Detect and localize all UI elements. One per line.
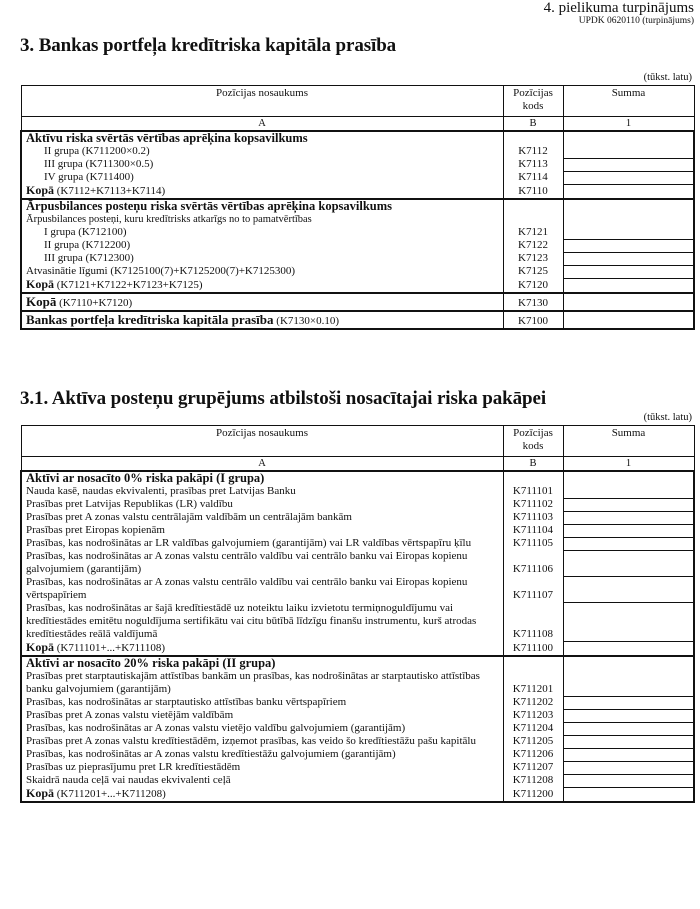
table-header (21, 426, 694, 457)
row-code: K711104 (503, 524, 563, 537)
col-letter-sum: 1 (563, 457, 694, 472)
column-letters-row (21, 117, 694, 132)
sum-input-K711203[interactable] (563, 709, 694, 722)
col-header-name: Pozīcijas nosaukums (21, 86, 503, 117)
group-header-row (21, 199, 694, 213)
row-label: Prasības, kas nodrošinātas ar šajā kredītiestādē uz noteiktu laiku izvietotu termiņnoguldījumu vai kredītiestādes emitētu noguldījuma sertifikātu vai citu būtībā līdzīgu finanšu instrumentu, kurš atrodas kredītiestādes reālā valdījumā (21, 602, 503, 641)
total-formula: (K7130×0.10) (273, 315, 340, 327)
table-row (21, 239, 694, 252)
row-label: Skaidrā nauda ceļā vai naudas ekvivalenti ceļā (21, 774, 503, 787)
group-title: Aktīvu riska svērtās vērtības aprēķina kopsavilkums (21, 131, 503, 145)
column-letters-row (21, 457, 694, 472)
group-title: Aktīvi ar nosacīto 0% riska pakāpi (I grupa) (21, 471, 503, 485)
sum-input-K711205[interactable] (563, 735, 694, 748)
row-code: K7130 (503, 293, 563, 311)
table-row (21, 511, 694, 524)
subtotal-formula: (K7112+K7113+K7114) (54, 185, 166, 197)
col-header-sum: Summa (563, 86, 694, 117)
table-row (21, 171, 694, 184)
row-label: Prasības, kas nodrošinātas ar starptautisko attīstības banku vērtspapīriem (21, 696, 503, 709)
table-row (21, 550, 694, 576)
subtotal-label: Kopā (26, 786, 55, 800)
sum-input-K711208[interactable] (563, 774, 694, 787)
table-row (21, 748, 694, 761)
subtotal-label: Kopā (26, 640, 55, 654)
row-code: K7125 (503, 265, 563, 278)
sum-input-K711204[interactable] (563, 722, 694, 735)
sum-input-K711207[interactable] (563, 761, 694, 774)
row-code: K711205 (503, 735, 563, 748)
table-row (21, 696, 694, 709)
row-code: K711201 (503, 670, 563, 696)
row-code: K711207 (503, 761, 563, 774)
row-label: II grupa (K711200×0.2) (21, 145, 503, 158)
row-code: K711101 (503, 485, 563, 498)
row-code: K7120 (503, 278, 563, 293)
table-row (21, 576, 694, 602)
group-title: Aktīvi ar nosacīto 20% riska pakāpi (II grupa) (21, 656, 503, 670)
total-row (21, 293, 694, 311)
subtotal-row (21, 278, 694, 293)
col-header-code: Pozīcijas kods (503, 86, 563, 117)
row-code: K711200 (503, 787, 563, 802)
table-row (21, 252, 694, 265)
table-row (21, 145, 694, 158)
sum-input-K711101[interactable] (563, 485, 694, 498)
row-code: K7121 (503, 226, 563, 239)
annex-subtitle: UPDK 0620110 (turpinājums) (578, 16, 694, 26)
sum-input-K711201[interactable] (563, 670, 694, 696)
sum-input-K7130[interactable] (563, 293, 694, 311)
row-label: II grupa (K712200) (21, 239, 503, 252)
row-code: K711203 (503, 709, 563, 722)
col-letter-name: A (21, 457, 503, 472)
row-code: K711106 (503, 550, 563, 576)
col-letter-code: B (503, 117, 563, 132)
sum-input-K7123[interactable] (563, 252, 694, 265)
group-header-row (21, 656, 694, 670)
table-row (21, 537, 694, 550)
table-row (21, 774, 694, 787)
subtotal-formula: (K711101+...+K711108) (54, 642, 166, 654)
row-code: K711208 (503, 774, 563, 787)
table-row (21, 722, 694, 735)
sum-input-K7114[interactable] (563, 171, 694, 184)
section-3-heading: 3. Bankas portfeļa kredītriska kapitāla prasība (20, 35, 397, 56)
total-row (21, 311, 694, 329)
row-label: Prasības pret A zonas valstu kredītiestādēm, izņemot prasības, kas veido šo kredītiestāžu pašu kapitālu (21, 735, 503, 748)
subtotal-formula: (K7121+K7122+K7123+K7125) (54, 279, 203, 291)
row-label: Prasības pret A zonas valstu centrālajām valdībām un centrālajām bankām (21, 511, 503, 524)
table-header (21, 86, 694, 117)
row-code: K711105 (503, 537, 563, 550)
row-code: K7122 (503, 239, 563, 252)
row-code: K7100 (503, 311, 563, 329)
col-header-name: Pozīcijas nosaukums (21, 426, 503, 457)
row-code: K711102 (503, 498, 563, 511)
sum-input-K7100[interactable] (563, 311, 694, 329)
row-label: III grupa (K712300) (21, 252, 503, 265)
sum-input-K7110[interactable] (563, 184, 694, 199)
row-code: K711108 (503, 602, 563, 641)
sum-input-K7125[interactable] (563, 265, 694, 278)
table-row (21, 670, 694, 696)
sum-input-K711103[interactable] (563, 511, 694, 524)
row-code: K711107 (503, 576, 563, 602)
table-row (21, 735, 694, 748)
row-label: IV grupa (K711400) (21, 171, 503, 184)
subtotal-row (21, 641, 694, 656)
table-row (21, 761, 694, 774)
group-header-row (21, 131, 694, 145)
section-3-1-unit: (tūkst. latu) (643, 412, 692, 423)
col-letter-name: A (21, 117, 503, 132)
row-label: Prasības, kas nodrošinātas ar A zonas valstu kredītiestāžu galvojumiem (garantijām) (21, 748, 503, 761)
section-3-1-heading: 3.1. Aktīva posteņu grupējums atbilstoši nosacītajai riska pakāpei (20, 388, 547, 409)
sum-input-K711106[interactable] (563, 550, 694, 576)
section-3-1-table (20, 425, 695, 803)
col-header-code: Pozīcijas kods (503, 426, 563, 457)
row-label: I grupa (K712100) (21, 226, 503, 239)
table-row (21, 524, 694, 537)
sum-input-K711202[interactable] (563, 696, 694, 709)
table-row (21, 265, 694, 278)
row-label: Nauda kasē, naudas ekvivalenti, prasības pret Latvijas Banku (21, 485, 503, 498)
row-label: Prasības pret Latvijas Republikas (LR) valdību (21, 498, 503, 511)
row-code: K711206 (503, 748, 563, 761)
col-header-sum: Summa (563, 426, 694, 457)
row-label: III grupa (K711300×0.5) (21, 158, 503, 171)
row-label: Prasības uz pieprasījumu pret LR kredītiestādēm (21, 761, 503, 774)
row-code: K7123 (503, 252, 563, 265)
col-letter-code: B (503, 457, 563, 472)
row-label: Prasības, kas nodrošinātas ar A zonas valstu centrālo valdību vai centrālo banku vai Eiropas kopienu galvojumiem (garantijām) (21, 550, 503, 576)
annex-title: 4. pielikuma turpinājums (543, 0, 694, 16)
sum-input-K7113[interactable] (563, 158, 694, 171)
subtotal-row (21, 184, 694, 199)
row-code: K711100 (503, 641, 563, 656)
group-header-row (21, 471, 694, 485)
table-row (21, 602, 694, 641)
col-letter-sum: 1 (563, 117, 694, 132)
table-row (21, 709, 694, 722)
total-label: Bankas portfeļa kredītriska kapitāla prasība (26, 312, 274, 327)
group-title: Ārpusbilances posteņu riska svērtās vērtības aprēķina kopsavilkums (21, 199, 503, 213)
sum-input-K711100[interactable] (563, 641, 694, 656)
table-row (21, 158, 694, 171)
sum-input-K7121[interactable] (563, 226, 694, 239)
row-label: Prasības pret A zonas valstu vietējām valdībām (21, 709, 503, 722)
row-label: Prasības, kas nodrošinātas ar A zonas valstu vietējo valdību galvojumiem (garantijām) (21, 722, 503, 735)
subtotal-formula: (K711201+...+K711208) (54, 788, 166, 800)
section-3-table (20, 85, 695, 330)
row-label: Atvasinātie līgumi (K7125100(7)+K7125200(7)+K7125300) (21, 265, 503, 278)
group-subtitle-row (21, 213, 694, 226)
subtotal-label: Kopā (26, 277, 55, 291)
section-3-unit: (tūkst. latu) (643, 72, 692, 83)
sum-input-K711104[interactable] (563, 524, 694, 537)
sum-input-K711108[interactable] (563, 602, 694, 641)
sum-input-K711102[interactable] (563, 498, 694, 511)
sum-input-K711105[interactable] (563, 537, 694, 550)
row-code: K711204 (503, 722, 563, 735)
group-subtitle: Ārpusbilances posteņi, kuru kredītrisks atkarīgs no to pamatvērtības (21, 213, 503, 226)
subtotal-row (21, 787, 694, 802)
row-code: K7113 (503, 158, 563, 171)
annex-header (544, 1, 694, 27)
sum-input-K7120[interactable] (563, 278, 694, 293)
row-label: Prasības, kas nodrošinātas ar A zonas valstu centrālo valdību vai centrālo banku vai Eiropas kopienu vērtspapīriem (21, 576, 503, 602)
row-code: K711103 (503, 511, 563, 524)
total-label: Kopā (26, 294, 57, 309)
sum-input-K711200[interactable] (563, 787, 694, 802)
sum-input-K7112[interactable] (563, 145, 694, 158)
row-code: K7110 (503, 184, 563, 199)
sum-input-K711107[interactable] (563, 576, 694, 602)
row-label: Prasības pret Eiropas kopienām (21, 524, 503, 537)
table-row (21, 485, 694, 498)
table-row (21, 498, 694, 511)
row-code: K7114 (503, 171, 563, 184)
sum-input-K711206[interactable] (563, 748, 694, 761)
sum-input-K7122[interactable] (563, 239, 694, 252)
row-code: K7112 (503, 145, 563, 158)
total-formula: (K7110+K7120) (56, 297, 133, 309)
row-code: K711202 (503, 696, 563, 709)
row-label: Prasības pret starptautiskajām attīstības bankām un prasības, kas nodrošinātas ar starptautisko attīstības banku galvojumiem (garantijām) (21, 670, 503, 696)
row-label: Prasības, kas nodrošinātas ar LR valdības galvojumiem (garantijām) vai LR valdības vērtspapīru ķīlu (21, 537, 503, 550)
table-row (21, 226, 694, 239)
subtotal-label: Kopā (26, 183, 55, 197)
